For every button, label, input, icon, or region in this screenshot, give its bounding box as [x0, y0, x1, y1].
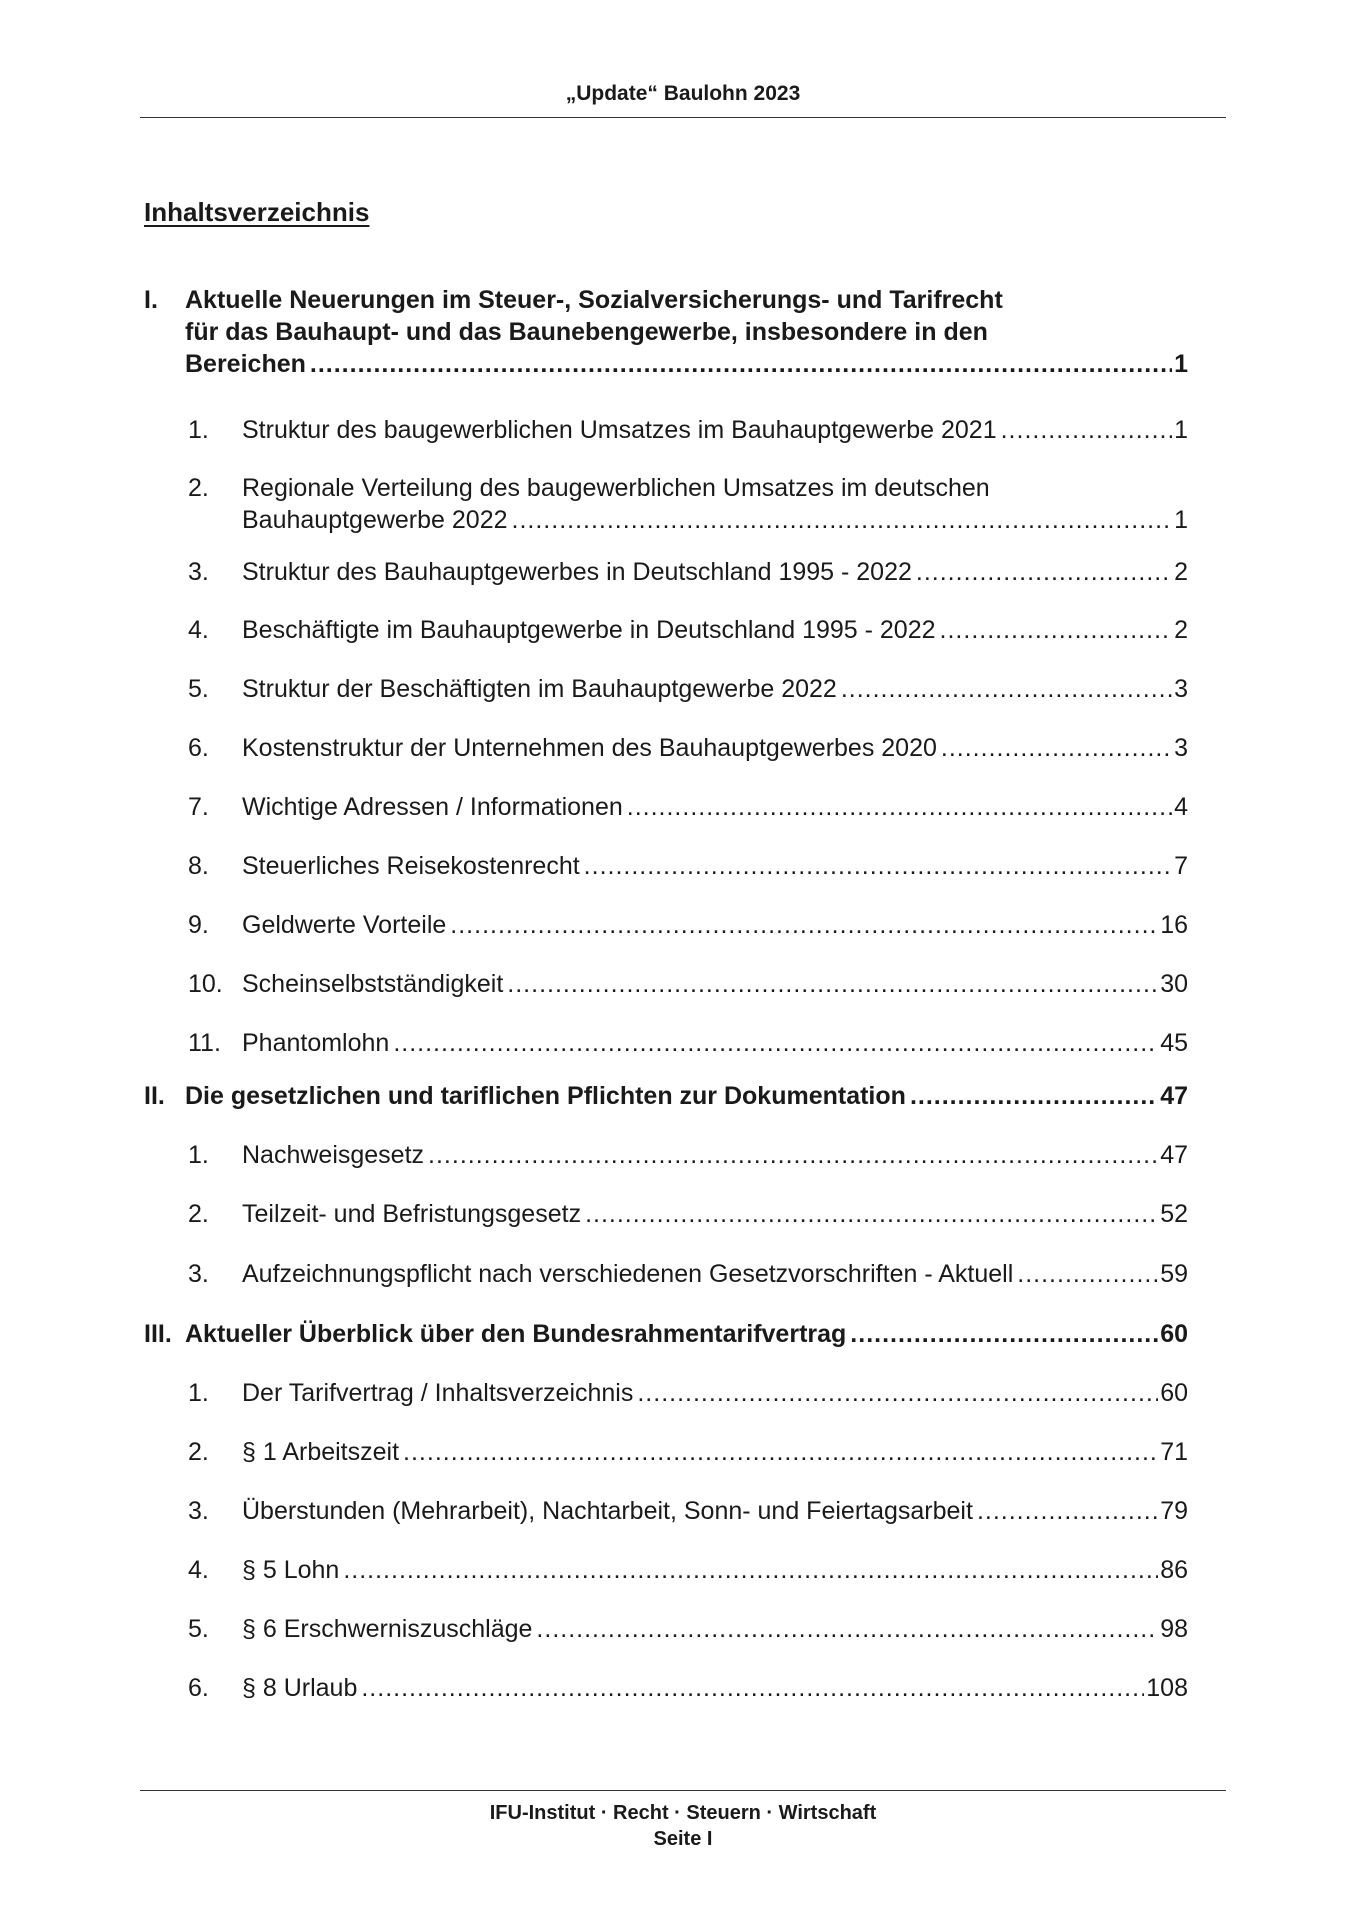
- toc-entry-title-line: Steuerliches Reisekostenrecht: [242, 852, 580, 880]
- toc-page-number: 47: [1160, 1141, 1188, 1169]
- toc-item: [144, 614, 1188, 646]
- toc-entry-number: 11.: [188, 1029, 221, 1057]
- dot-leader: [428, 1139, 1158, 1171]
- toc-entry-text: [242, 968, 1188, 1000]
- toc-entry-text: [242, 732, 1188, 764]
- toc-entry-title-line: Regionale Verteilung des baugewerblichen Umsatzes im deutschen: [242, 474, 990, 502]
- toc-entry-title-line: Teilzeit- und Befristungsgesetz: [242, 1200, 582, 1228]
- dot-leader: [850, 1318, 1158, 1350]
- toc-entry-text: [185, 1080, 1188, 1112]
- dot-leader: [361, 1672, 1144, 1704]
- toc-entry-title-line: § 1 Arbeitszeit: [242, 1438, 400, 1466]
- dot-leader: [977, 1495, 1158, 1527]
- toc-entry-text: [242, 1436, 1188, 1468]
- toc-page-number: 45: [1160, 1029, 1188, 1057]
- toc-entry-number: II.: [144, 1082, 165, 1110]
- toc-page-number: 2: [1174, 558, 1188, 586]
- toc-entry-text: [185, 1318, 1188, 1350]
- toc-entry-text: [242, 1139, 1188, 1171]
- toc-entry-text: [242, 1495, 1188, 1527]
- toc-entry-title-line: für das Bauhaupt- und das Baunebengewerbe, insbesondere in den: [185, 318, 988, 346]
- toc-entry-text: [242, 673, 1188, 705]
- toc-section: [144, 284, 1188, 380]
- toc-item: [144, 850, 1188, 882]
- toc-entry-title-line: Struktur des baugewerblichen Umsatzes im Bauhauptgewerbe 2021: [242, 416, 997, 444]
- toc-entry-text: [242, 791, 1188, 823]
- footer-page-number: Seite I: [653, 1828, 713, 1850]
- toc-entry-text: [242, 850, 1188, 882]
- dot-leader: [627, 791, 1172, 823]
- toc-entry-number: 6.: [188, 1674, 209, 1702]
- dot-leader: [584, 850, 1172, 882]
- toc-entry-text: [242, 1613, 1188, 1645]
- toc-entry-number: 6.: [188, 734, 209, 762]
- toc-entry-title-line: Der Tarifvertrag / Inhaltsverzeichnis: [242, 1379, 634, 1407]
- toc-entry-number: 4.: [188, 616, 209, 644]
- toc-entry-number: 3.: [188, 1260, 209, 1288]
- toc-entry-number: 4.: [188, 1556, 209, 1584]
- toc-entry-number: III.: [144, 1320, 172, 1348]
- dot-leader: [940, 614, 1173, 646]
- toc-entry-title-line: Struktur des Bauhauptgewerbes in Deutschland 1995 - 2022: [242, 558, 912, 586]
- toc-page-number: 3: [1174, 734, 1188, 762]
- toc-page-number: 4: [1174, 793, 1188, 821]
- toc-page-number: 30: [1160, 970, 1188, 998]
- dot-leader: [637, 1377, 1158, 1409]
- toc-page-number: 60: [1160, 1320, 1188, 1348]
- dot-leader: [841, 673, 1172, 705]
- dot-leader: [450, 909, 1158, 941]
- toc-entry-title-line: Die gesetzlichen und tariflichen Pflichten zur Dokumentation: [185, 1082, 906, 1110]
- dot-leader: [1017, 1258, 1158, 1290]
- toc-entry-text: [242, 614, 1188, 646]
- toc-item: [144, 791, 1188, 823]
- dot-leader: [1001, 414, 1172, 446]
- toc-entry-title-line: § 8 Urlaub: [242, 1674, 358, 1702]
- dot-leader: [343, 1554, 1158, 1586]
- toc-entry-number: 3.: [188, 558, 209, 586]
- dot-leader: [507, 968, 1158, 1000]
- running-footer: [140, 1800, 1226, 1852]
- dot-leader: [916, 556, 1172, 588]
- toc-page-number: 108: [1146, 1674, 1188, 1702]
- toc-entry-number: 8.: [188, 852, 209, 880]
- toc-item: [144, 472, 1188, 536]
- toc-entry-text: [242, 1554, 1188, 1586]
- toc-page-number: 60: [1160, 1379, 1188, 1407]
- toc-entry-number: 5.: [188, 1615, 209, 1643]
- toc-entry-title-line: Überstunden (Mehrarbeit), Nachtarbeit, Sonn- und Feiertagsarbeit: [242, 1497, 973, 1525]
- toc-page-number: 1: [1174, 350, 1188, 378]
- toc-item: [144, 1554, 1188, 1586]
- dot-leader: [393, 1027, 1158, 1059]
- toc-section: [144, 1318, 1188, 1350]
- dot-leader: [941, 732, 1172, 764]
- dot-leader: [585, 1198, 1158, 1230]
- toc-page-number: 71: [1160, 1438, 1188, 1466]
- header-rule: [140, 117, 1226, 118]
- toc-item: [144, 1672, 1188, 1704]
- toc-item: [144, 1139, 1188, 1171]
- toc-entry-text: [242, 1198, 1188, 1230]
- toc-entry-text: [242, 1672, 1188, 1704]
- toc-entry-title-line: Bereichen: [185, 350, 306, 378]
- toc-item: [144, 1198, 1188, 1230]
- toc-entry-text: [242, 472, 1188, 536]
- toc-entry-title-line: Aktuelle Neuerungen im Steuer-, Sozialversicherungs- und Tarifrecht: [185, 286, 1003, 314]
- toc-page-number: 79: [1160, 1497, 1188, 1525]
- toc-entry-text: [242, 1377, 1188, 1409]
- footer-rule: [140, 1790, 1226, 1791]
- toc-entry-number: 1.: [188, 416, 209, 444]
- toc-entry-number: 1.: [188, 1379, 209, 1407]
- toc-page-number: 7: [1174, 852, 1188, 880]
- toc-section: [144, 1080, 1188, 1112]
- toc-item: [144, 1027, 1188, 1059]
- toc-item: [144, 1258, 1188, 1290]
- toc-entry-number: 3.: [188, 1497, 209, 1525]
- toc-entry-number: 7.: [188, 793, 209, 821]
- toc-item: [144, 673, 1188, 705]
- toc-item: [144, 1436, 1188, 1468]
- toc-entry-title-line: Wichtige Adressen / Informationen: [242, 793, 623, 821]
- toc-item: [144, 968, 1188, 1000]
- dot-leader: [536, 1613, 1158, 1645]
- toc-item: [144, 1613, 1188, 1645]
- toc-page-number: 47: [1160, 1082, 1188, 1110]
- toc-entry-title-line: § 5 Lohn: [242, 1556, 340, 1584]
- toc-entry-text: [242, 1027, 1188, 1059]
- toc-title: Inhaltsverzeichnis: [144, 197, 370, 227]
- toc-entry-text: [242, 556, 1188, 588]
- toc-entry-number: 10.: [188, 970, 223, 998]
- toc-entry-text: [242, 909, 1188, 941]
- toc-page-number: 59: [1160, 1260, 1188, 1288]
- toc-item: [144, 1495, 1188, 1527]
- toc-page-number: 1: [1174, 506, 1188, 534]
- toc-entry-title-line: Bauhauptgewerbe 2022: [242, 506, 508, 534]
- toc-entry-number: 1.: [188, 1141, 209, 1169]
- toc-page-number: 16: [1160, 911, 1188, 939]
- dot-leader: [910, 1080, 1158, 1112]
- toc-entry-title-line: § 6 Erschwerniszuschläge: [242, 1615, 533, 1643]
- toc-entry-number: 2.: [188, 1438, 209, 1466]
- toc-entry-number: 2.: [188, 474, 209, 502]
- toc-item: [144, 732, 1188, 764]
- dot-leader: [512, 504, 1173, 536]
- toc-item: [144, 909, 1188, 941]
- toc-entry-title-line: Aufzeichnungspflicht nach verschiedenen Gesetzvorschriften - Aktuell: [242, 1260, 1014, 1288]
- toc-entry-text: [185, 284, 1188, 380]
- toc-entry-title-line: Struktur der Beschäftigten im Bauhauptgewerbe 2022: [242, 675, 837, 703]
- toc-entry-number: 9.: [188, 911, 209, 939]
- toc-entry-text: [242, 414, 1188, 446]
- toc-item: [144, 1377, 1188, 1409]
- toc-page-number: 3: [1174, 675, 1188, 703]
- toc-page-number: 86: [1160, 1556, 1188, 1584]
- toc-entry-title-line: Geldwerte Vorteile: [242, 911, 447, 939]
- toc-entry-title-line: Kostenstruktur der Unternehmen des Bauhauptgewerbes 2020: [242, 734, 937, 762]
- dot-leader: [403, 1436, 1158, 1468]
- toc-entry-number: I.: [144, 286, 158, 314]
- toc-entry-title-line: Scheinselbstständigkeit: [242, 970, 504, 998]
- toc-item: [144, 556, 1188, 588]
- toc-entry-title-line: Beschäftigte im Bauhauptgewerbe in Deutschland 1995 - 2022: [242, 616, 936, 644]
- toc-page-number: 98: [1160, 1615, 1188, 1643]
- footer-institute: IFU-Institut · Recht · Steuern · Wirtschaft: [489, 1802, 877, 1824]
- toc-item: [144, 414, 1188, 446]
- toc-entry-title-line: Nachweisgesetz: [242, 1141, 425, 1169]
- toc-entry-number: 2.: [188, 1200, 209, 1228]
- toc-page-number: 1: [1174, 416, 1188, 444]
- toc-entry-title-line: Aktueller Überblick über den Bundesrahmentarifvertrag: [185, 1320, 847, 1348]
- toc-page-number: 2: [1174, 616, 1188, 644]
- toc-page-number: 52: [1160, 1200, 1188, 1228]
- toc-entry-text: [242, 1258, 1188, 1290]
- running-header: „Update“ Baulohn 2023: [565, 82, 801, 105]
- toc-entry-title-line: Phantomlohn: [242, 1029, 390, 1057]
- dot-leader: [310, 348, 1172, 380]
- toc-entry-number: 5.: [188, 675, 209, 703]
